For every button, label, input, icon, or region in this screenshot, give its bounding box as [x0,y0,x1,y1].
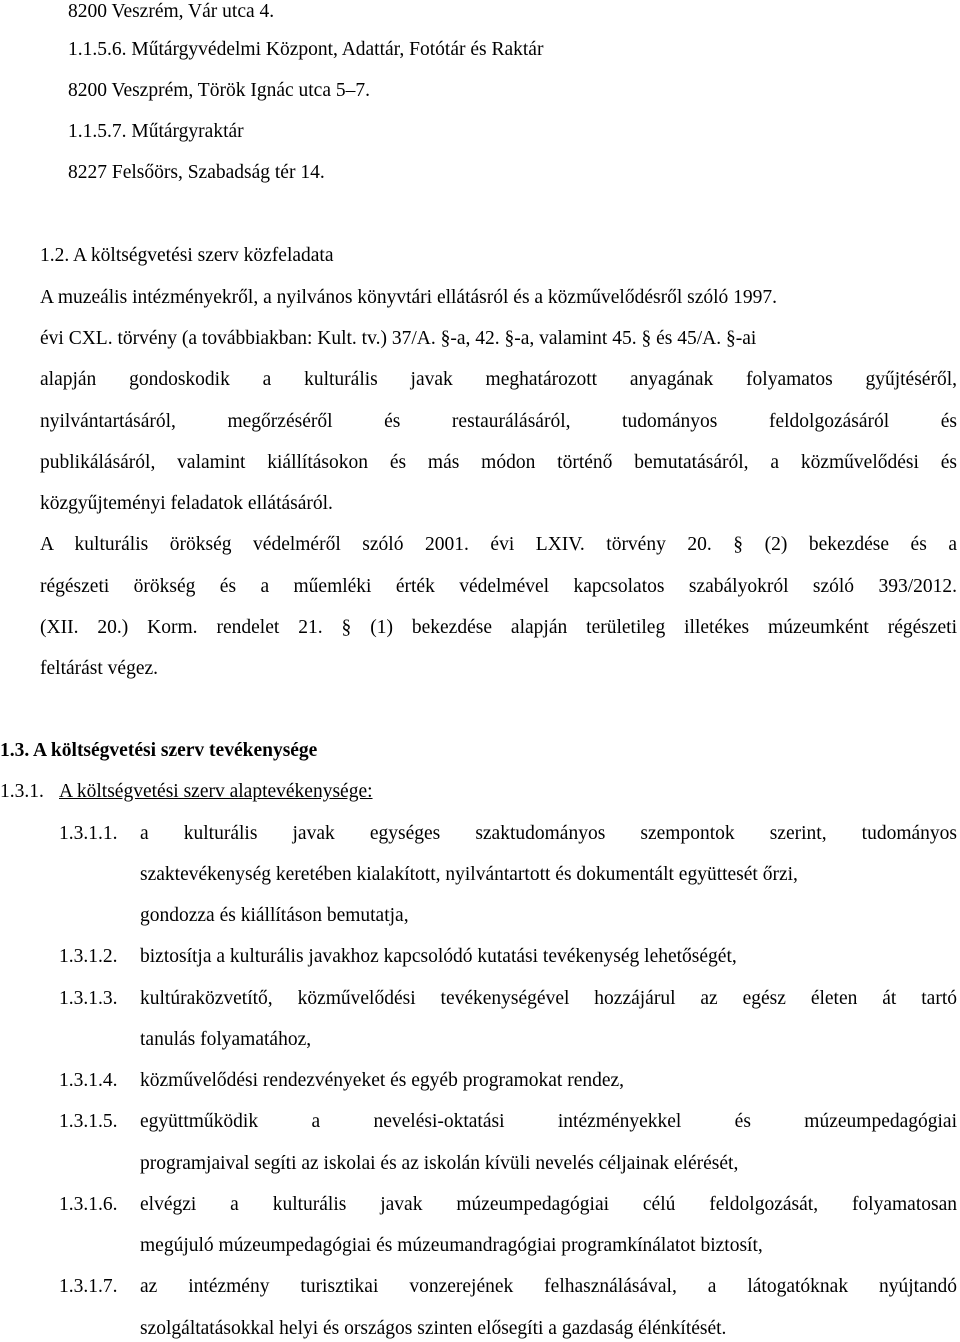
item-line: közművelődési rendezvényeket és egyéb programokat rendez, [140,1070,625,1091]
item-number: 1.3.1.3. [59,988,118,1009]
item-number: 1.3.1.1. [59,823,118,844]
section-heading-1-3: 1.3. A költségvetési szerv tevékenysége [0,740,318,761]
item-line: gondozza és kiállításon bemutatja, [140,905,409,926]
address-line-2: 1.1.5.6. Műtárgyvédelmi Központ, Adattár, Fotótár és Raktár [68,39,544,60]
item-line: szolgáltatásokkal helyi és országos szinten elősegíti a gazdaság élénkítését. [140,1318,727,1339]
paragraph-line: alapján gondoskodik a kulturális javak meghatározott anyagának folyamatos gyűjtéséről, [40,369,957,390]
paragraph-line: A muzeális intézményekről, a nyilvános könyvtári ellátásról és a közművelődésről szóló 1997. [40,287,778,308]
subsection-title: A költségvetési szerv alaptevékenysége: [59,781,373,802]
paragraph-line: publikálásáról, valamint kiállításokon és más módon történő bemutatásáról, a közművelődési és [40,452,957,473]
item-line: megújuló múzeumpedagógiai és múzeumandragógiai programkínálatot biztosít, [140,1235,763,1256]
paragraph-line: nyilvántartásáról, megőrzéséről és restaurálásáról, tudományos feldolgozásáról és [40,411,957,432]
item-number: 1.3.1.2. [59,946,118,967]
item-number: 1.3.1.4. [59,1070,118,1091]
paragraph-line: feltárást végez. [40,658,159,679]
paragraph-line: A kulturális örökség védelméről szóló 2001. évi LXIV. törvény 20. § (2) bekezdése és a [40,534,957,555]
address-line-1: 8200 Veszrém, Vár utca 4. [68,1,275,22]
item-line: elvégzi a kulturális javak múzeumpedagógiai célú feldolgozását, folyamatosan [140,1194,957,1215]
item-number: 1.3.1.7. [59,1276,118,1297]
item-number: 1.3.1.6. [59,1194,118,1215]
paragraph-line: (XII. 20.) Korm. rendelet 21. § (1) bekezdése alapján területileg illetékes múzeumként régészeti [40,617,957,638]
item-line: együttműködik a nevelési-oktatási intézményekkel és múzeumpedagógiai [140,1111,957,1132]
section-heading-1-2: 1.2. A költségvetési szerv közfeladata [40,245,334,266]
address-line-4: 1.1.5.7. Műtárgyraktár [68,121,244,142]
item-line: kultúraközvetítő, közművelődési tevékenységével hozzájárul az egész életen át tartó [140,988,957,1009]
item-number: 1.3.1.5. [59,1111,118,1132]
item-line: programjaival segíti az iskolai és az iskolán kívüli nevelés céljainak elérését, [140,1153,739,1174]
address-line-5: 8227 Felsőörs, Szabadság tér 14. [68,162,325,183]
paragraph-line: régészeti örökség és a műemléki érték védelmével kapcsolatos szabályokról szóló 393/2012. [40,576,957,597]
item-line: az intézmény turisztikai vonzerejének felhasználásával, a látogatóknak nyújtandó [140,1276,957,1297]
subsection-number: 1.3.1. [0,781,44,802]
address-line-3: 8200 Veszprém, Török Ignác utca 5–7. [68,80,370,101]
paragraph-line: közgyűjteményi feladatok ellátásáról. [40,493,333,514]
item-line: szaktevékenység keretében kialakított, nyilvántartott és dokumentált együttesét őrzi, [140,864,798,885]
item-line: a kulturális javak egységes szaktudományos szempontok szerint, tudományos [140,823,957,844]
paragraph-line: évi CXL. törvény (a továbbiakban: Kult. tv.) 37/A. §-a, 42. §-a, valamint 45. § és 45/A. §-ai [40,328,757,349]
item-line: tanulás folyamatához, [140,1029,312,1050]
item-line: biztosítja a kulturális javakhoz kapcsolódó kutatási tevékenység lehetőségét, [140,946,737,967]
